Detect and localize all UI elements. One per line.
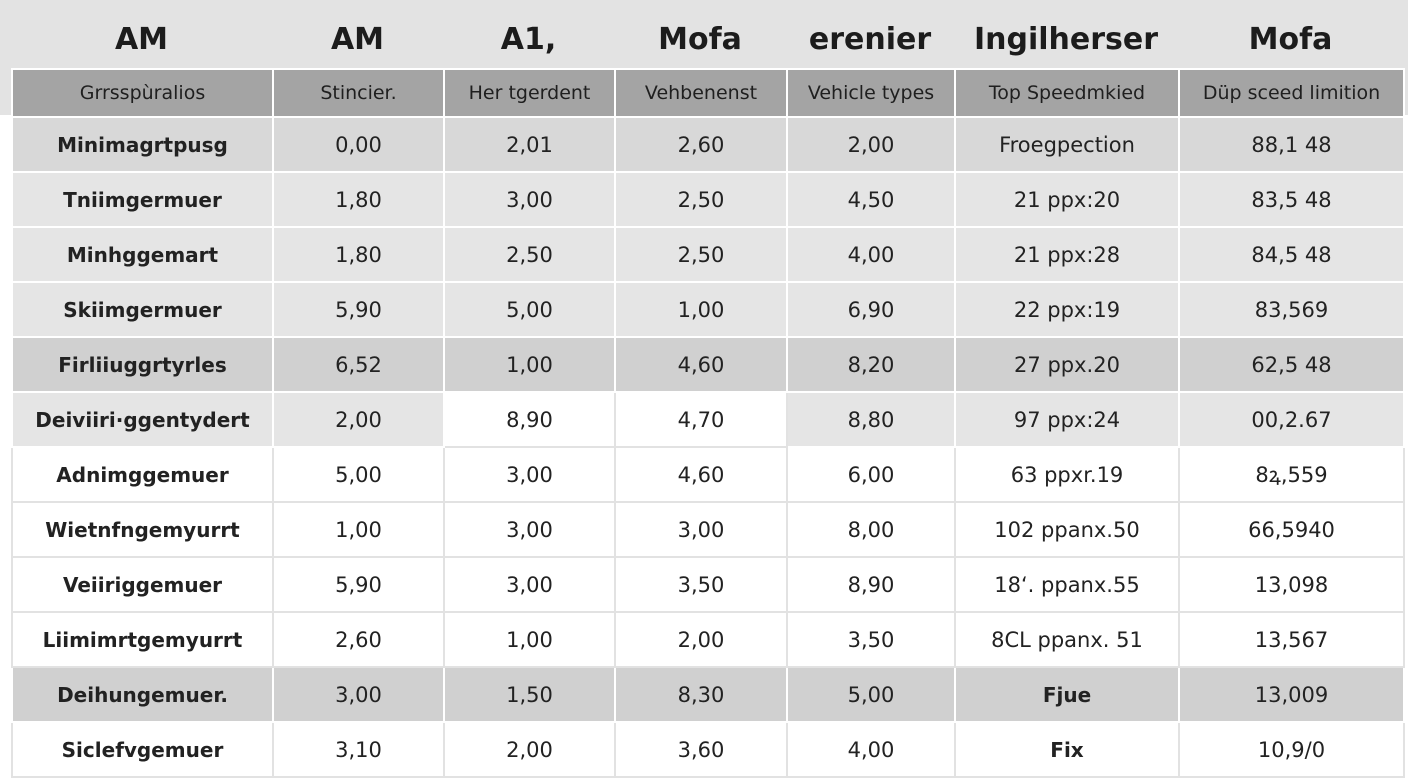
table-cell: 83,5 48 (1179, 172, 1404, 227)
row-label: Adnimggemuer (12, 447, 273, 502)
table-row (12, 392, 1404, 447)
table-cell: 13,567 (1179, 612, 1404, 667)
table-cell: 3,50 (615, 557, 787, 612)
table-row (12, 337, 1404, 392)
table-cell: Fix (955, 722, 1179, 777)
table-cell: 3,00 (615, 502, 787, 557)
table-cell: 13,009 (1179, 667, 1404, 722)
table-cell: 84,5 48 (1179, 227, 1404, 282)
table-row (12, 117, 1404, 172)
column-header: Top Speedmkied (955, 69, 1179, 117)
table-cell: 18ʻ. ppanx.55 (955, 557, 1179, 612)
table-cell: 3,00 (444, 502, 615, 557)
row-label: Deiviiri·ggentydert (12, 392, 273, 447)
table-row (12, 722, 1404, 777)
table-cell: 66,5940 (1179, 502, 1404, 557)
row-label: Tniimgermuer (12, 172, 273, 227)
title-cell: Ingilherser (973, 22, 1159, 57)
row-label: Minhggemart (12, 227, 273, 282)
table-cell: 1,80 (273, 227, 444, 282)
table-cell: 2,01 (444, 117, 615, 172)
table-cell: 97 ppx:24 (955, 392, 1179, 447)
column-header: Vehicle types (787, 69, 955, 117)
table-row (12, 667, 1404, 722)
title-cell: AM (114, 22, 169, 57)
table-row (12, 502, 1404, 557)
table-cell: 2,00 (273, 392, 444, 447)
table-cell: 4,70 (615, 392, 787, 447)
table-cell: 3,00 (444, 557, 615, 612)
table-cell: 1,50 (444, 667, 615, 722)
row-label: Deihungemuer. (12, 667, 273, 722)
table-cell: 5,00 (444, 282, 615, 337)
table-cell: 10,9/0 (1179, 722, 1404, 777)
table-cell: 4,60 (615, 447, 787, 502)
table-cell: Fjue (955, 667, 1179, 722)
table-cell: 8,90 (444, 392, 615, 447)
title-cell: erenier (808, 22, 932, 57)
column-header: Düp sceed limition (1179, 69, 1404, 117)
table-cell: 4,00 (787, 227, 955, 282)
table-cell: 5,90 (273, 557, 444, 612)
table-cell: 6,90 (787, 282, 955, 337)
table-cell: 88,1 48 (1179, 117, 1404, 172)
table-cell: 3,00 (273, 667, 444, 722)
table-row (12, 447, 1404, 502)
table-cell: 83,569 (1179, 282, 1404, 337)
table-cell: 8,90 (787, 557, 955, 612)
column-header: Stincier. (273, 69, 444, 117)
table-cell: 2,50 (615, 227, 787, 282)
row-label: Wietnfngemyurrt (12, 502, 273, 557)
table-row (12, 612, 1404, 667)
table-cell: 13,098 (1179, 557, 1404, 612)
table-cell: 0,00 (273, 117, 444, 172)
row-label: Veiiriggemuer (12, 557, 273, 612)
table-cell: 2,00 (444, 722, 615, 777)
table-cell: 8,20 (787, 337, 955, 392)
table-cell: 6,00 (787, 447, 955, 502)
table-cell: 1,00 (444, 612, 615, 667)
table-cell: 5,00 (787, 667, 955, 722)
table-cell: 8,30 (615, 667, 787, 722)
table-cell: 3,00 (444, 172, 615, 227)
table-cell: 2,60 (273, 612, 444, 667)
table-cell: 3,10 (273, 722, 444, 777)
table-cell: 5,00 (273, 447, 444, 502)
table-row (12, 172, 1404, 227)
table-cell: 2,50 (444, 227, 615, 282)
table-cell: 8ꝝ,559 (1179, 447, 1404, 502)
table-row (12, 557, 1404, 612)
table-cell: 22 ppx:19 (955, 282, 1179, 337)
column-header-row (12, 69, 1404, 117)
table-row (12, 227, 1404, 282)
table-cell: 1,00 (615, 282, 787, 337)
table-cell: 8,80 (787, 392, 955, 447)
table-cell: 62,5 48 (1179, 337, 1404, 392)
table-cell: 63 ppxr.19 (955, 447, 1179, 502)
table-cell: Froegpection (955, 117, 1179, 172)
table-cell: 3,60 (615, 722, 787, 777)
table-cell: 2,00 (615, 612, 787, 667)
table-cell: 1,00 (444, 337, 615, 392)
table-cell: 21 ppx:28 (955, 227, 1179, 282)
title-cell: A1, (500, 22, 557, 57)
title-row (0, 0, 1408, 68)
table-cell: 3,50 (787, 612, 955, 667)
table-cell: 6,52 (273, 337, 444, 392)
table-cell: 8,00 (787, 502, 955, 557)
table-cell: 4,50 (787, 172, 955, 227)
row-label: Liimimrtgemyurrt (12, 612, 273, 667)
table-cell: 21 ppx:20 (955, 172, 1179, 227)
table-cell: 4,00 (787, 722, 955, 777)
row-label: Minimagrtpusg (12, 117, 273, 172)
table-cell: 8CL ppanx. 51 (955, 612, 1179, 667)
title-cell: Mofa (658, 22, 742, 57)
table-cell: 27 ppx.20 (955, 337, 1179, 392)
table-row (12, 282, 1404, 337)
table-cell: 2,00 (787, 117, 955, 172)
title-cell: AM (330, 22, 385, 57)
column-header: Her tgerdent (444, 69, 615, 117)
comparison-table (11, 68, 1405, 778)
column-header: Vehbenenst (615, 69, 787, 117)
table-cell: 2,60 (615, 117, 787, 172)
table-cell: 00,2.67 (1179, 392, 1404, 447)
table-cell: 1,80 (273, 172, 444, 227)
row-label: Siclefvgemuer (12, 722, 273, 777)
column-header: Grrsspùralios (12, 69, 273, 117)
table-cell: 5,90 (273, 282, 444, 337)
table-cell: 2,50 (615, 172, 787, 227)
row-label: Skiimgermuer (12, 282, 273, 337)
table-cell: 1,00 (273, 502, 444, 557)
table-cell: 3,00 (444, 447, 615, 502)
title-cell: Mofa (1248, 22, 1333, 57)
table-cell: 4,60 (615, 337, 787, 392)
row-label: Firliiuggrtyrles (12, 337, 273, 392)
table-cell: 102 ppanx.50 (955, 502, 1179, 557)
